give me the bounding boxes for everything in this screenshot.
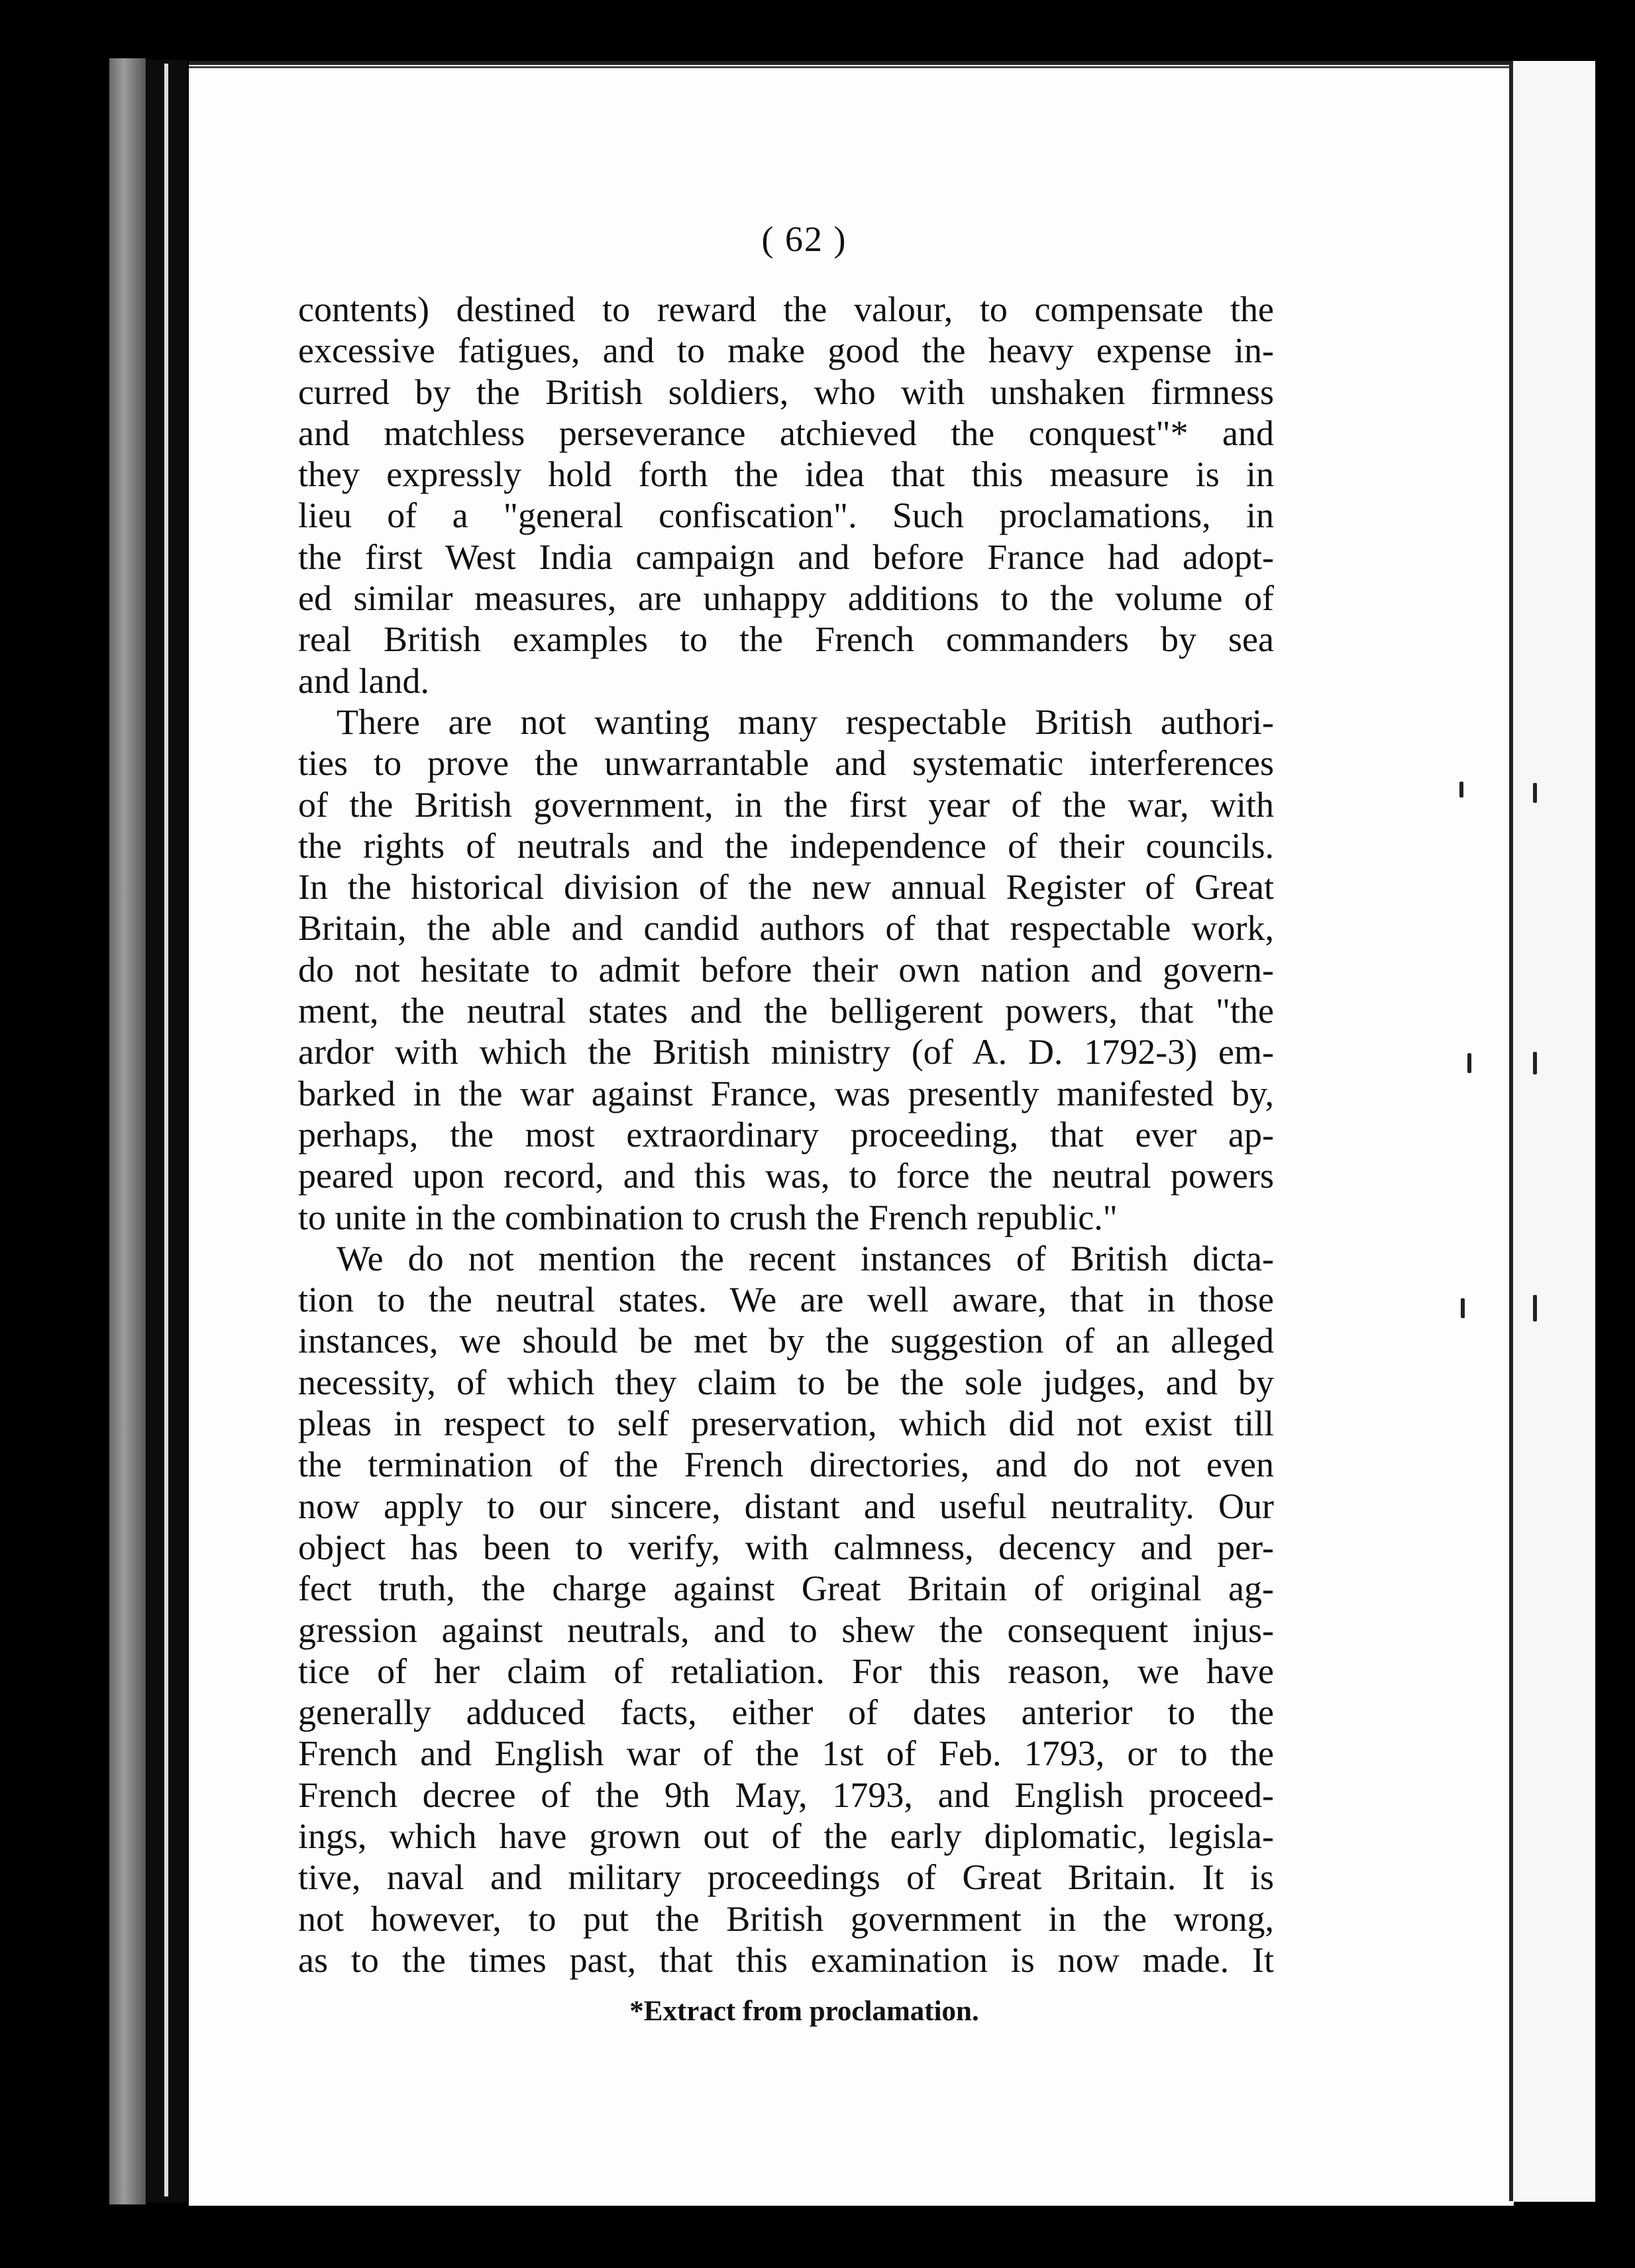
text-line: peared upon record, and this was, to force the neutral powers — [298, 1156, 1274, 1196]
text-line: curred by the British soldiers, who with unshaken firmness — [298, 372, 1274, 412]
text-line: We do not mention the recent instances of British dicta- — [337, 1238, 1274, 1278]
text-line: and land. — [298, 660, 429, 701]
scan-right-border — [1595, 0, 1635, 2268]
text-line: ties to prove the unwarrantable and systematic interferences — [298, 743, 1274, 784]
text-line: instances, we should be met by the suggestion of an alleged — [298, 1321, 1274, 1361]
text-line: tice of her claim of retaliation. For this reason, we have — [298, 1651, 1274, 1691]
facing-page-mark — [1459, 782, 1463, 798]
text-line: gression against neutrals, and to shew the consequent injus- — [298, 1610, 1274, 1650]
text-line: French and English war of the 1st of Feb. 1793, or to the — [298, 1733, 1274, 1774]
page-number — [0, 219, 1635, 260]
text-line: to unite in the combination to crush the French republic." — [298, 1197, 1118, 1237]
facing-page-strip — [1513, 61, 1595, 2202]
text-line: now apply to our sincere, distant and useful neutrality. Our — [298, 1486, 1274, 1526]
text-line: Britain, the able and candid authors of that respectable work, — [298, 908, 1274, 949]
text-line: fect truth, the charge against Great Britain of original ag- — [298, 1569, 1274, 1609]
text-line: barked in the war against France, was presently manifested by, — [298, 1073, 1274, 1113]
text-line: the rights of neutrals and the independence of their councils. — [298, 825, 1274, 866]
text-line: tion to the neutral states. We are well aware, that in those — [298, 1280, 1274, 1320]
text-line: ed similar measures, are unhappy additions to the volume of — [298, 578, 1274, 619]
text-line: object has been to verify, with calmness, decency and per- — [298, 1527, 1274, 1567]
facing-page-mark — [1533, 1052, 1537, 1074]
text-line: tive, naval and military proceedings of Great Britain. It is — [298, 1857, 1274, 1898]
text-line: perhaps, the most extraordinary proceeding, that ever ap- — [298, 1114, 1274, 1155]
text-line: contents) destined to reward the valour, to compensate the — [298, 289, 1274, 329]
text-line: they expressly hold forth the idea that this measure is in — [298, 454, 1274, 495]
body-text — [298, 289, 1274, 1981]
book-edge — [109, 58, 146, 2204]
facing-page-mark — [1461, 1298, 1465, 1318]
text-line: lieu of a "general confiscation". Such proclamations, in — [298, 495, 1274, 536]
text-line: necessity, of which they claim to be the sole judges, and by — [298, 1362, 1274, 1402]
text-line: excessive fatigues, and to make good the heavy expense in- — [298, 331, 1274, 371]
text-line: generally adduced facts, either of dates anterior to the — [298, 1692, 1274, 1733]
footnote — [0, 1995, 1635, 2028]
text-line: pleas in respect to self preservation, which did not exist till — [298, 1404, 1274, 1444]
facing-page-mark — [1533, 1295, 1537, 1321]
book-edge-highlight — [164, 64, 168, 2196]
text-line: not however, to put the British government in the wrong, — [298, 1898, 1274, 1939]
text-line: and matchless perseverance atchieved the conquest"* and — [298, 413, 1274, 453]
facing-page-mark — [1467, 1053, 1471, 1073]
page-number-text: ( 62 ) — [761, 219, 847, 259]
text-line: There are not wanting many respectable British authori- — [337, 701, 1274, 742]
page-top-edge — [189, 66, 1510, 68]
text-line: In the historical division of the new annual Register of Great — [298, 867, 1274, 907]
text-line: French decree of the 9th May, 1793, and English proceed- — [298, 1775, 1274, 1815]
text-line: ment, the neutral states and the belligerent powers, that "the — [298, 991, 1274, 1031]
text-line: ings, which have grown out of the early diplomatic, legisla- — [298, 1816, 1274, 1856]
text-line: do not hesitate to admit before their own nation and govern- — [298, 949, 1274, 990]
text-line: the termination of the French directories, and do not even — [298, 1445, 1274, 1485]
text-line: of the British government, in the first year of the war, with — [298, 784, 1274, 825]
facing-page-mark — [1533, 783, 1537, 803]
text-line: real British examples to the French commanders by sea — [298, 619, 1274, 660]
text-line: ardor with which the British ministry (of A. D. 1792-3) em- — [298, 1032, 1274, 1072]
text-line: as to the times past, that this examination is now made. It — [298, 1939, 1274, 1980]
text-line: the first West India campaign and before France had adopt- — [298, 537, 1274, 577]
footnote-text: *Extract from proclamation. — [629, 1996, 979, 2027]
